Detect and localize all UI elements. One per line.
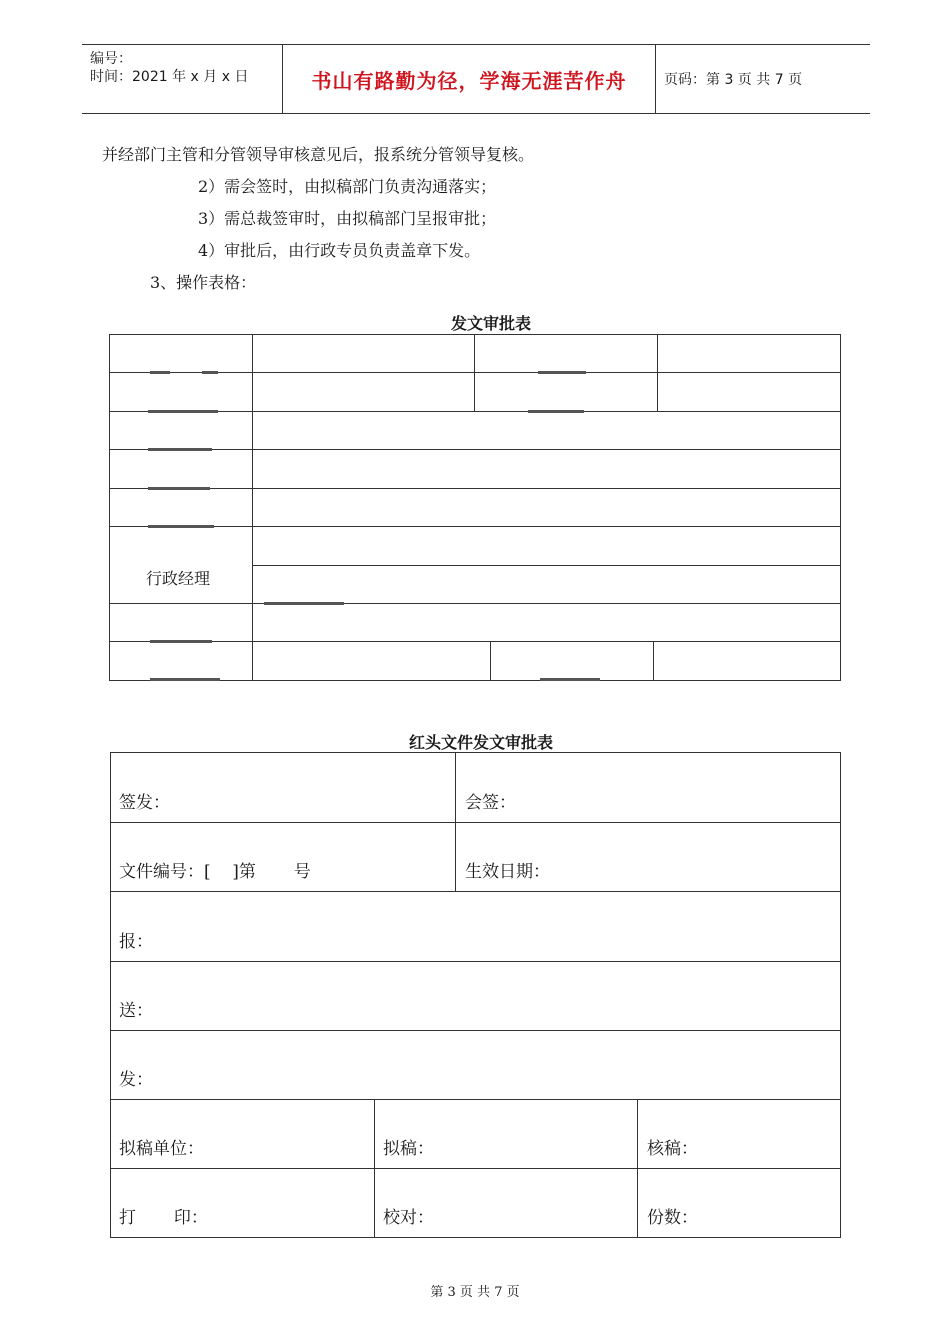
header-page-cell — [656, 45, 870, 113]
effective-date-label: 生效日期： — [465, 862, 550, 882]
table1-row-divider — [110, 603, 840, 604]
table2-row-divider — [111, 891, 840, 892]
clipped-text-fragment — [150, 678, 220, 681]
print-label: 打 印： — [119, 1208, 208, 1228]
file-number-label: 文件编号：[ ]第 号 — [119, 862, 311, 882]
table2-row-divider — [111, 1030, 840, 1031]
countersign-label: 会签： — [465, 793, 516, 813]
header-motto-cell — [282, 45, 656, 113]
draft-label: 拟稿： — [383, 1139, 434, 1159]
copies-label: 份数： — [647, 1208, 698, 1228]
review-label: 核稿： — [647, 1139, 698, 1159]
clipped-text-fragment — [148, 410, 218, 413]
clipped-text-fragment — [148, 448, 212, 451]
clipped-text-fragment — [148, 487, 210, 490]
red-header-approval-table — [110, 752, 841, 1238]
clipped-text-fragment — [148, 525, 214, 528]
table1-row-divider — [110, 449, 840, 450]
table1-row-divider — [110, 526, 840, 527]
table2-row-divider — [111, 822, 840, 823]
table1-row-divider — [110, 411, 840, 412]
table1-col-divider — [474, 335, 475, 411]
clipped-text-fragment — [264, 602, 344, 605]
page-header — [82, 44, 870, 114]
report-label: 报： — [119, 932, 153, 952]
clipped-text-fragment — [150, 640, 212, 643]
table1-col-divider — [653, 641, 654, 680]
table2-row-divider — [111, 1168, 840, 1169]
table2-row-divider — [111, 1099, 840, 1100]
table1-title: 发文审批表 — [451, 314, 532, 333]
issue-label: 发： — [119, 1070, 153, 1090]
table1-row-divider — [252, 565, 840, 566]
draft-unit-label: 拟稿单位： — [119, 1139, 204, 1159]
page-info: 页码：第 3 页 共 7 页 — [664, 72, 803, 88]
paragraph-line-4: 4）审批后，由行政专员负责盖章下发。 — [198, 241, 481, 260]
table1-col-divider — [657, 335, 658, 411]
table1-row-divider — [110, 641, 840, 642]
paragraph-line-2: 2）需会签时，由拟稿部门负责沟通落实； — [198, 177, 497, 196]
number-label: 编号： — [90, 51, 132, 67]
table1-row-divider — [110, 488, 840, 489]
table1-col-divider — [490, 641, 491, 680]
header-meta — [82, 45, 282, 113]
clipped-text-fragment — [540, 678, 600, 681]
table2-row-divider — [111, 961, 840, 962]
clipped-text-fragment — [202, 371, 218, 374]
page-footer: 第 3 页 共 7 页 — [430, 1285, 520, 1300]
approval-table — [109, 334, 841, 681]
table2-col-divider — [637, 1099, 638, 1237]
table1-row-divider — [110, 372, 840, 373]
proofread-label: 校对： — [383, 1208, 434, 1228]
sign-label: 签发： — [119, 793, 170, 813]
motto: 书山有路勤为径，学海无涯苦作舟 — [311, 68, 627, 93]
send-label: 送： — [119, 1001, 153, 1021]
table1-col-divider — [252, 335, 253, 680]
clipped-text-fragment — [150, 371, 170, 374]
table2-col-divider — [455, 753, 456, 891]
time-label: 时间：2021 年 x 月 x 日 — [90, 69, 249, 85]
clipped-text-fragment — [538, 371, 586, 374]
table2-col-divider — [374, 1099, 375, 1237]
paragraph-line-3: 3）需总裁签审时，由拟稿部门呈报审批； — [198, 209, 497, 228]
paragraph-line-1: 并经部门主管和分管领导审核意见后，报系统分管领导复核。 — [102, 145, 535, 164]
paragraph-line-5: 3、操作表格： — [150, 273, 257, 292]
table2-title: 红头文件发文审批表 — [409, 733, 554, 752]
admin-manager-label: 行政经理 — [146, 569, 211, 588]
clipped-text-fragment — [528, 410, 584, 413]
